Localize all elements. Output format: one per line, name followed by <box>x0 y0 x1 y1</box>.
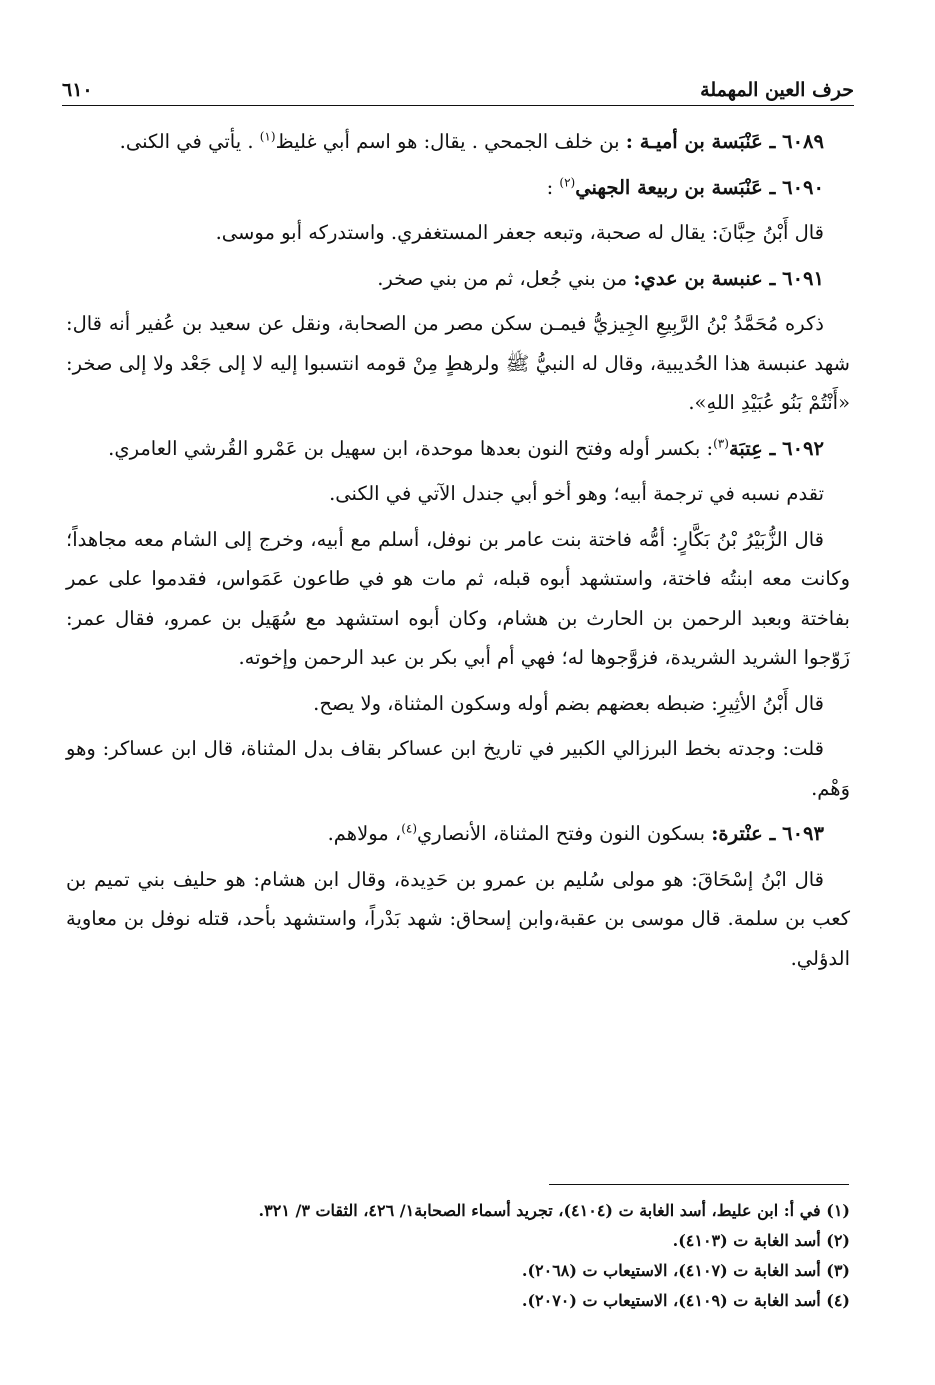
entry-text-continued: . يأتي في الكنى. <box>119 130 260 153</box>
entry-text-continued: : بكسر أوله وفتح النون بعدها موحدة، ابن سهيل بن عَمْرو القُرشي العامري. <box>108 436 714 460</box>
paragraph <box>66 474 850 514</box>
paragraph <box>66 729 850 808</box>
chapter-title: حرف العين المهملة <box>700 79 854 101</box>
entry-text: بن خلف الجمحي . يقال: هو اسم أبي غليظ <box>275 130 626 153</box>
entry-6089 <box>66 122 850 162</box>
footnote-2: (٢) أسد الغابة ت (٤١٠٣). <box>672 1231 850 1250</box>
entry-6090 <box>66 168 850 208</box>
paragraph-text: تقدم نسبه في ترجمة أبيه؛ وهو أخو أبي جندل الآتي في الكنى. <box>329 482 824 505</box>
footnote-ref: (٢) <box>559 175 576 189</box>
page-header <box>62 70 854 106</box>
entry-heading: ٦٠٨٩ ـ عَنْبَسة بن أميـة : <box>625 130 824 153</box>
footnote-1: (١) في أ: ابن عليط، أسد الغابة ت (٤١٠٤)، تجريد أسماء الصحابة١/ ٤٢٦، الثقات ٣/ ٣٢١. <box>258 1201 850 1220</box>
entry-text-continued: : <box>546 175 560 199</box>
footnote-4: (٤) أسد الغابة ت (٤١٠٩)، الاستيعاب ت (٢٠٧٠). <box>521 1291 850 1310</box>
paragraph-text: قال أَبْنُ حِبَّانَ: يقال له صحبة، وتبعه جعفر المستغفري. واستدركه أبو موسى. <box>215 221 824 244</box>
paragraph-text: قال أَبْنُ الأثِيرِ: ضبطه بعضهم بضم أوله وسكون المثناة، ولا يصح. <box>313 691 824 715</box>
footnote-ref: (١) <box>259 129 276 144</box>
paragraph <box>66 520 850 678</box>
paragraph <box>66 684 850 724</box>
entry-text-continued: ، مولاهم. <box>327 822 402 845</box>
footnote-3: (٣) أسد الغابة ت (٤١٠٧)، الاستيعاب ت (٢٠٦٨). <box>521 1261 850 1280</box>
main-text <box>66 122 850 984</box>
footnote-divider <box>549 1184 849 1185</box>
paragraph-text: قال ابْنُ إسْحَاقَ: هو مولى سُليم بن عمرو بن حَدِيدة، وقال ابن هشام: هو حليف بني تميم بن كعب بن سلمة. قال موسى بن عقبة،وابن إسحاق: شهد بَدْراً، واستشهد بأحد، قتله نوفل بن معاوية الدؤلي. <box>66 867 850 970</box>
footnote-ref: (٣) <box>713 436 729 450</box>
entry-6091 <box>66 259 850 299</box>
entry-heading: ٦٠٩٠ ـ عَنْبَسة بن ربيعة الجهني <box>575 175 824 199</box>
footnotes <box>90 1196 850 1316</box>
paragraph-text: قال الزُّبَيْرُ بْنُ بَكَّارٍ: أمُّه فاختة بنت عامر بن نوفل، أسلم مع أبيه، وخرج إلى الشام معه مجاهداً؛ وكانت معه ابنتُه فاختة، واستشهد أبوه قبله، ثم مات هو في طاعون عَمَواس، فقدموا على عمر بفاختة وبعبد الرحمن بن الحارث بن هشام، وكان أبوه استشهد مع سُهَيل بن عمرو، فقال عمر: زَوّجوا الشريد الشريدة، فزوَّجوها له؛ فهي أم أبي بكر بن عبد الرحمن وإخوته. <box>66 527 850 669</box>
entry-heading: ٦٠٩٣ ـ عنْترة: <box>711 822 824 845</box>
paragraph <box>66 304 850 423</box>
entry-heading: ٦٠٩١ ـ عنبسة بن عدي: <box>633 266 824 290</box>
entry-6093 <box>66 814 850 854</box>
paragraph-text: ذكره مُحَمَّدُ بْنُ الرَّبِيعِ الجِيزيُّ فيمـن سكن مصر من الصحابة، ونقل عن سعيد بن عُفير أنه قال: شهد عنبسة هذا الحُديبية، وقال له النبيُّ ﷺ ولرهطٍ مِنْ قومه انتسبوا إليه لا إلى جَعْد ولا إلى صخر: «أَنْتُمْ بَنُو عُبَيْدِ اللهِ». <box>66 312 850 414</box>
entry-heading: ٦٠٩٢ ـ عِتبَة <box>728 436 824 460</box>
page-number: ٦١٠ <box>62 79 93 101</box>
entry-text: بسكون النون وفتح المثناة، الأنصاري <box>417 822 712 845</box>
entry-6092 <box>66 429 850 469</box>
paragraph <box>66 860 850 979</box>
entry-text: من بني جُعل، ثم من بني صخر. <box>377 266 634 290</box>
paragraph-text: قلت: وجدته بخط البرزالي الكبير في تاريخ ابن عساكر بقاف بدل المثناة، قال ابن عساكر: وهو وَهْم. <box>66 737 850 800</box>
paragraph <box>66 213 850 253</box>
footnote-ref: (٤) <box>401 821 418 836</box>
